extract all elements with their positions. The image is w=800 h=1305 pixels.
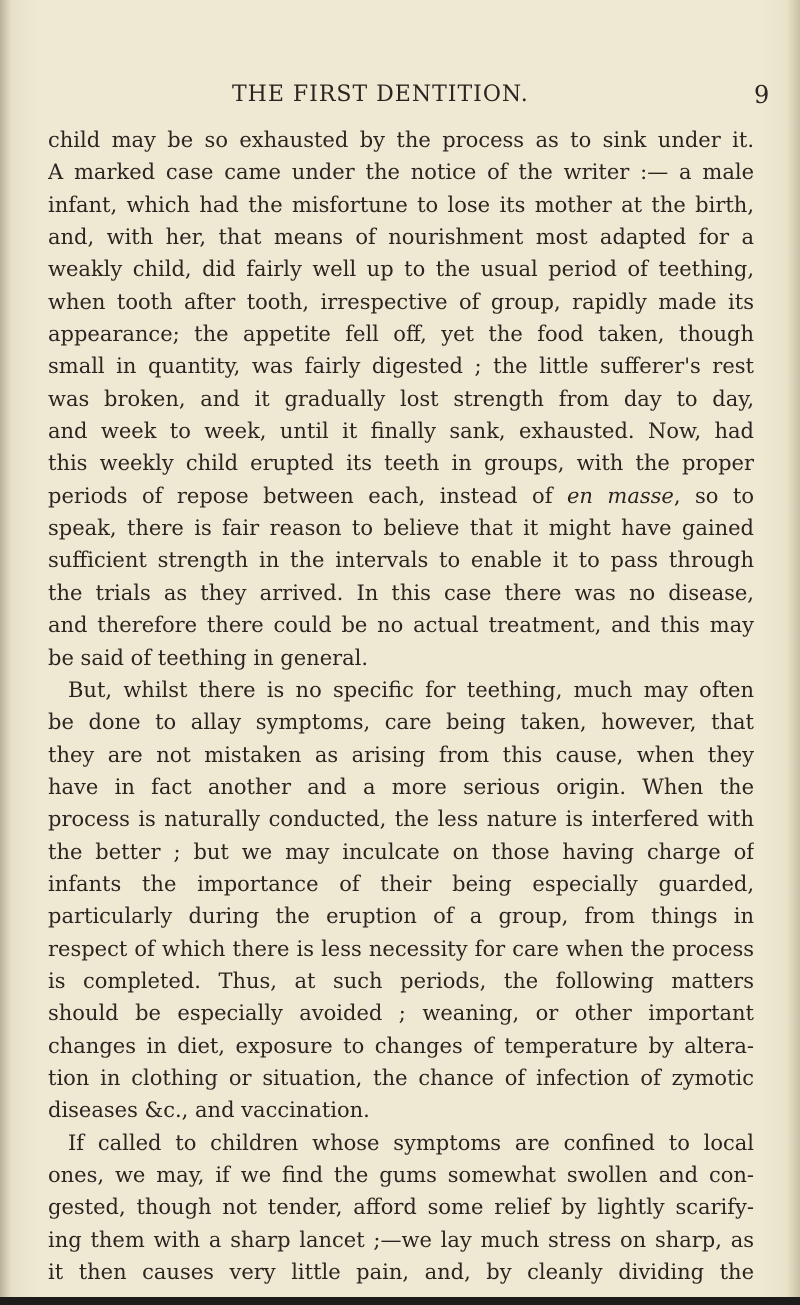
text-line: appearance; the appetite fell off, yet the food taken, though	[48, 322, 754, 347]
page-number: 9	[754, 81, 770, 109]
text-line: and, with her, that means of nourishment most adapted for a	[48, 225, 754, 250]
text-line: it then causes very little pain, and, by cleanly dividing the	[48, 1260, 754, 1285]
text-line: the trials as they arrived. In this case there was no disease,	[48, 580, 754, 605]
text-line: respect of which there is less necessity for care when the process	[48, 936, 754, 961]
text-line: But, whilst there is no specific for teething, much may often	[68, 677, 754, 702]
page-header	[0, 80, 800, 110]
text-line: was broken, and it gradually lost strength from day to day,	[48, 386, 754, 411]
text-line: small in quantity, was fairly digested ; the little sufferer's rest	[48, 354, 754, 379]
text-line: weakly child, did fairly well up to the usual period of teething,	[48, 257, 754, 282]
running-head: THE FIRST DENTITION.	[232, 82, 529, 107]
body-text	[48, 124, 754, 1288]
text-line: the better ; but we may inculcate on those having charge of	[48, 839, 754, 864]
text-line: and therefore there could be no actual treatment, and this may	[48, 613, 754, 638]
text-line: periods of repose between each, instead of en masse, so to	[48, 483, 754, 508]
text-line: diseases &c., and vaccination.	[48, 1098, 370, 1123]
text-line: If called to children whose symptoms are confined to local	[68, 1130, 754, 1155]
text-line: changes in diet, exposure to changes of temperature by altera-	[48, 1033, 754, 1058]
text-line: is completed. Thus, at such periods, the following matters	[48, 968, 754, 993]
text-line: have in fact another and a more serious origin. When the	[48, 774, 754, 799]
text-line: tion in clothing or situation, the chance of infection of zymotic	[48, 1065, 754, 1090]
text-line: speak, there is fair reason to believe that it might have gained	[48, 516, 754, 541]
page-bottom-edge	[0, 1297, 800, 1305]
italic-phrase: en masse	[566, 483, 674, 508]
text-line: gested, though not tender, afford some relief by lightly scarify-	[48, 1195, 754, 1220]
text-line: A marked case came under the notice of the writer :— a male	[48, 160, 754, 185]
text-line: this weekly child erupted its teeth in groups, with the proper	[48, 451, 754, 476]
text-line: process is naturally conducted, the less nature is interfered with	[48, 807, 754, 832]
text-line: infants the importance of their being especially guarded,	[48, 871, 754, 896]
text-line: when tooth after tooth, irrespective of group, rapidly made its	[48, 289, 754, 314]
text-line: sufficient strength in the intervals to enable it to pass through	[48, 548, 754, 573]
text-line: they are not mistaken as arising from this cause, when they	[48, 742, 754, 767]
page-left-edge	[0, 0, 10, 1305]
text-line: particularly during the eruption of a group, from things in	[48, 904, 754, 929]
text-line: should be especially avoided ; weaning, or other important	[48, 1001, 754, 1026]
text-line: infant, which had the misfortune to lose its mother at the birth,	[48, 192, 754, 217]
text-line: child may be so exhausted by the process as to sink under it.	[48, 128, 754, 152]
text-line: be said of teething in general.	[48, 645, 369, 670]
text-line: ing them with a sharp lancet ;—we lay much stress on sharp, as	[48, 1227, 754, 1252]
page-right-edge	[788, 0, 800, 1305]
text-line: ones, we may, if we find the gums somewhat swollen and con-	[48, 1163, 754, 1187]
text-line: be done to allay symptoms, care being taken, however, that	[48, 710, 754, 735]
text-line: and week to week, until it finally sank, exhausted. Now, had	[48, 419, 754, 444]
